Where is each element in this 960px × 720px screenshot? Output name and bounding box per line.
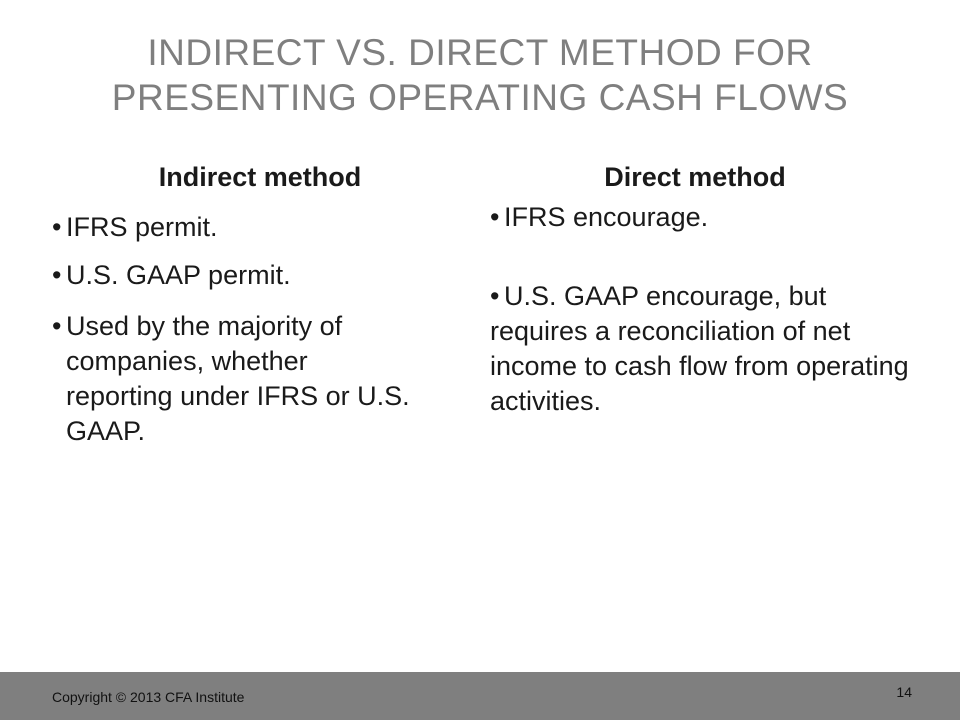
- slide-title-line-2: PRESENTING OPERATING CASH FLOWS: [111, 77, 849, 118]
- bullet-text: IFRS encourage.: [504, 202, 709, 232]
- bullet-text: U.S. GAAP permit.: [66, 260, 291, 290]
- indirect-bullet-majority: [52, 309, 418, 449]
- bullet-text: U.S. GAAP encourage, but requires a reconciliation of net income to cash flow from operating activities.: [490, 281, 909, 416]
- footer-copyright: Copyright © 2013 CFA Institute: [52, 689, 245, 705]
- slide-title: [40, 30, 920, 120]
- page-number: 14: [896, 684, 912, 700]
- bullet-dot-icon: •: [52, 260, 62, 290]
- slide-title-line-1: INDIRECT VS. DIRECT METHOD FOR: [147, 32, 813, 73]
- indirect-bullet-ifrs: [52, 210, 426, 245]
- bullet-dot-icon: •: [52, 311, 62, 341]
- bullet-dot-icon: •: [52, 212, 62, 242]
- indirect-bullet-usgaap: [52, 258, 426, 293]
- bullet-dot-icon: •: [490, 202, 500, 232]
- bullet-text: IFRS permit.: [66, 212, 218, 242]
- bullet-text: Used by the majority of companies, whether reporting under IFRS or U.S. GAAP.: [66, 311, 410, 446]
- indirect-method-heading: Indirect method: [158, 162, 362, 192]
- direct-bullet-usgaap: [490, 279, 920, 419]
- direct-bullet-ifrs: [490, 200, 920, 235]
- bullet-dot-icon: •: [490, 281, 500, 311]
- direct-method-heading: Direct method: [604, 162, 786, 192]
